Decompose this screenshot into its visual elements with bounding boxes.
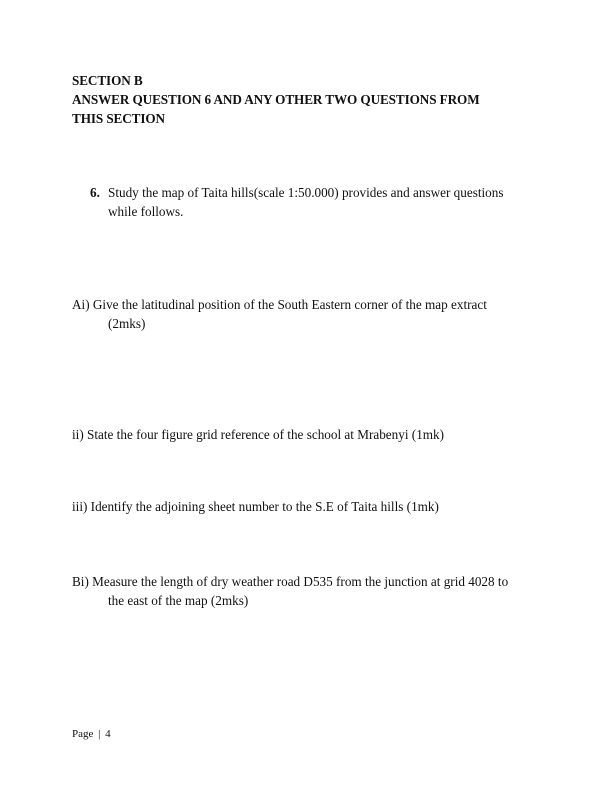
question-a-iii-text: iii) Identify the adjoining sheet number to the S.E of Taita hills (1mk) [72,499,439,514]
section-instruction-line-2: THIS SECTION [72,111,165,126]
question-a-i-line-1: Ai) Give the latitudinal position of the South Eastern corner of the map extract [72,297,487,312]
page-label: Page [72,728,94,740]
question-6-line-1: Study the map of Taita hills(scale 1:50.000) provides and answer questions [108,185,504,200]
question-b-i [72,572,552,610]
question-b-i-line-2: the east of the map (2mks) [108,593,249,608]
question-a-i [72,295,552,333]
question-a-iii [72,497,552,516]
page-footer [72,727,111,741]
question-a-ii [72,425,552,444]
section-heading [72,71,542,128]
page-number: 4 [105,728,111,740]
question-a-ii-text: ii) State the four figure grid reference of the school at Mrabenyi (1mk) [72,427,445,442]
question-6-text [108,183,550,221]
question-a-i-marks: (2mks) [108,316,146,331]
question-b-i-line-1: Bi) Measure the length of dry weather road D535 from the junction at grid 4028 to [72,574,509,589]
question-6-line-2: while follows. [108,204,184,219]
question-number: 6. [90,185,100,200]
section-title: SECTION B [72,73,143,88]
question-6 [90,183,550,221]
section-instruction-line-1: ANSWER QUESTION 6 AND ANY OTHER TWO QUESTIONS FROM [72,92,480,107]
page-separator: | [98,728,101,740]
